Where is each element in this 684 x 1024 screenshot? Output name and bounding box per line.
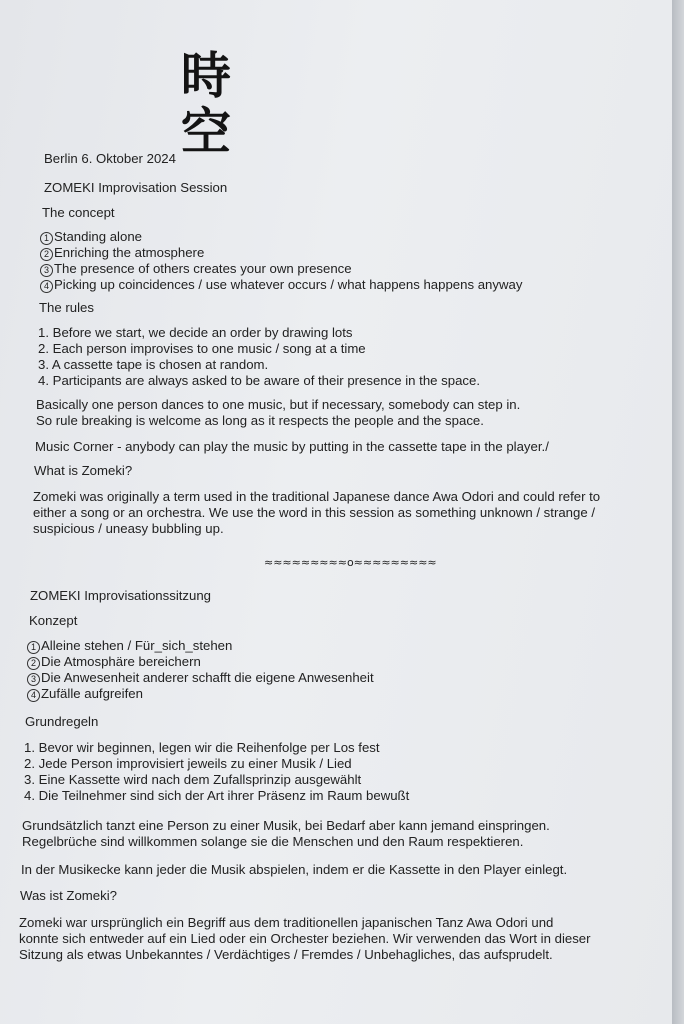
de-rules-heading: Grundregeln xyxy=(25,714,99,729)
circled-number-icon: 3 xyxy=(40,264,53,277)
de-rule-item: 1. Bevor wir beginnen, legen wir die Reihenfolge per Los fest xyxy=(24,740,380,755)
de-concept-list xyxy=(27,638,374,702)
de-paragraph-basic: Grundsätzlich tanzt eine Person zu einer Musik, bei Bedarf aber kann jemand einspringen. Regelbrüche sind willkommen solange sie die Menschen und den Raum respektieren. xyxy=(22,818,550,849)
en-what-heading: What is Zomeki? xyxy=(34,463,133,478)
de-music-corner: In der Musikecke kann jeder die Musik abspielen, indem er die Kassette in den Player einlegt. xyxy=(21,862,568,877)
paper-edge-shadow xyxy=(672,0,684,1024)
circled-number-icon: 2 xyxy=(27,657,40,670)
de-rule-item: 3. Eine Kassette wird nach dem Zufallsprinzip ausgewählt xyxy=(24,772,362,787)
de-concept-item: 4 Zufälle aufgreifen xyxy=(27,686,374,702)
en-concept-item: 4 Picking up coincidences / use whatever occurs / what happens happens anyway xyxy=(40,277,522,293)
de-concept-item: 2 Die Atmosphäre bereichern xyxy=(27,654,374,670)
date-line: Berlin 6. Oktober 2024 xyxy=(44,151,176,166)
circled-number-icon: 3 xyxy=(27,673,40,686)
en-paragraph-basic: Basically one person dances to one music, but if necessary, somebody can step in. So rule breaking is welcome as long as it respects the people and the space. xyxy=(36,397,521,428)
circled-number-icon: 4 xyxy=(27,689,40,702)
en-title: ZOMEKI Improvisation Session xyxy=(44,180,228,195)
de-concept-item: 1 Alleine stehen / Für_sich_stehen xyxy=(27,638,374,654)
en-rules-list xyxy=(38,325,480,389)
en-concept-list xyxy=(40,229,522,293)
en-concept-item: 1 Standing alone xyxy=(40,229,522,245)
de-title: ZOMEKI Improvisationssitzung xyxy=(30,588,212,603)
en-concept-heading: The concept xyxy=(42,205,115,220)
calligraphy-char-2: 空 xyxy=(181,102,231,161)
en-concept-item: 3 The presence of others creates your own presence xyxy=(40,261,522,277)
calligraphy-title xyxy=(176,48,236,160)
de-rule-item: 2. Jede Person improvisiert jeweils zu einer Musik / Lied xyxy=(24,756,352,771)
en-rule-item: 4. Participants are always asked to be aware of their presence in the space. xyxy=(38,373,481,388)
de-rules-list xyxy=(24,740,409,804)
de-concept-item: 3 Die Anwesenheit anderer schafft die eigene Anwesenheit xyxy=(27,670,374,686)
circled-number-icon: 1 xyxy=(27,641,40,654)
de-rule-item: 4. Die Teilnehmer sind sich der Art ihrer Präsenz im Raum bewußt xyxy=(24,788,410,803)
circled-number-icon: 1 xyxy=(40,232,53,245)
en-rule-item: 2. Each person improvises to one music / song at a time xyxy=(38,341,366,356)
en-music-corner: Music Corner - anybody can play the music by putting in the cassette tape in the player./ xyxy=(35,439,549,454)
de-what-text: Zomeki war ursprünglich ein Begriff aus dem traditionellen japanischen Tanz Awa Odori und konnte sich entweder auf ein Lied oder ein Orchester beziehen. Wir verwenden das Wort in dieser Sitzung als etwas Unbekanntes / Verdächtiges / Fremdes / Unbehagliches, das aufsprudelt. xyxy=(19,915,591,962)
en-what-text: Zomeki was originally a term used in the traditional Japanese dance Awa Odori and could refer to either a song or an orchestra. We use the word in this session as something unknown / strange / suspicious / uneasy bubbling up. xyxy=(33,489,601,536)
en-concept-item: 2 Enriching the atmosphere xyxy=(40,245,522,261)
circled-number-icon: 2 xyxy=(40,248,53,261)
de-concept-heading: Konzept xyxy=(29,613,78,628)
en-rule-item: 1. Before we start, we decide an order by drawing lots xyxy=(38,325,353,340)
calligraphy-char-1: 時 xyxy=(181,46,231,105)
de-what-heading: Was ist Zomeki? xyxy=(20,888,117,903)
circled-number-icon: 4 xyxy=(40,280,53,293)
en-rule-item: 3. A cassette tape is chosen at random. xyxy=(38,357,269,372)
section-separator: ≈≈≈≈≈≈≈≈≈o≈≈≈≈≈≈≈≈≈ xyxy=(264,556,437,569)
en-rules-heading: The rules xyxy=(39,300,94,315)
